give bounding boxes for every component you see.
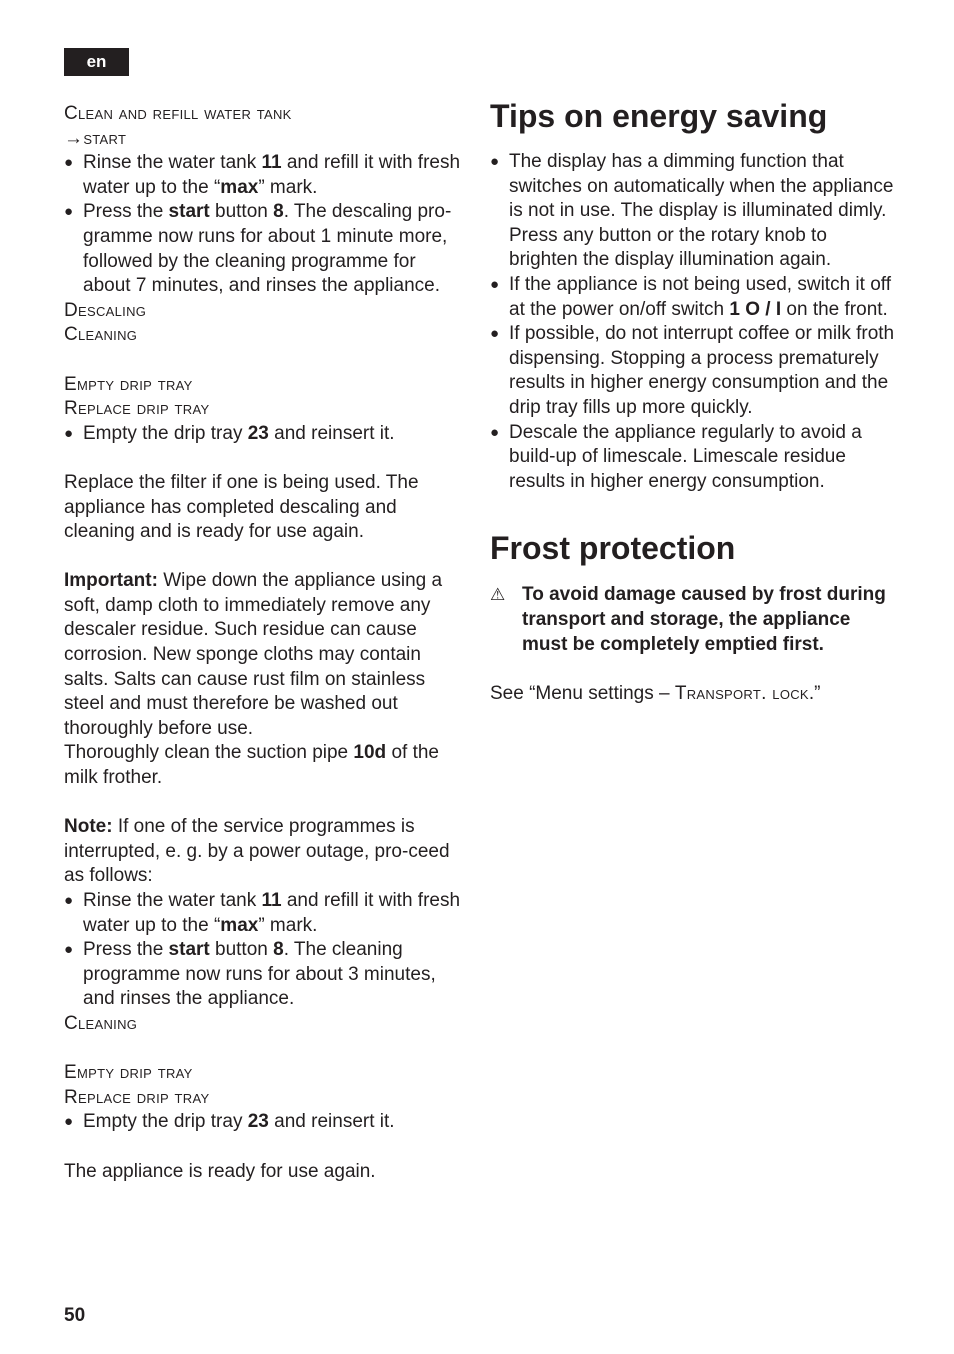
list-item: ● The display has a dimming function that switches on automatically when the appliance is not in use. The display is illuminated dimly. Press any button or the rotary knob to brighten the display illumination again.	[490, 150, 900, 273]
display-message: Descaling	[64, 299, 147, 321]
list-item: ● Empty the drip tray 23 and reinsert it.	[64, 422, 466, 447]
section-heading-energy-saving: Tips on energy saving	[490, 98, 828, 134]
display-message: Empty drip tray	[64, 373, 193, 395]
warning-text: To avoid damage caused by frost during transport and storage, the appliance must be completely emptied first.	[522, 584, 886, 655]
instruction-list	[64, 889, 466, 1012]
language-tab: en	[64, 48, 129, 76]
paragraph: The appliance is ready for use again.	[64, 1160, 376, 1182]
reference-text: See “Menu settings – Transport. lock.”	[490, 682, 821, 704]
note: Note: If one of the service programmes is interrupted, e. g. by a power outage, pro-ceed as follows:	[64, 816, 450, 887]
display-message: Clean and refill water tank	[64, 103, 292, 124]
left-column	[64, 102, 466, 1184]
page-number: 50	[64, 1305, 86, 1326]
list-item: ● Press the start button 8. The cleaning programme now runs for about 3 minutes, and rinses the appliance.	[64, 938, 466, 1012]
paragraph: Thoroughly clean the suction pipe 10d of the milk frother.	[64, 742, 439, 789]
list-item: ● Empty the drip tray 23 and reinsert it.	[64, 1110, 466, 1135]
display-message: Cleaning	[64, 324, 138, 346]
display-message: Replace drip tray	[64, 1086, 210, 1108]
display-message: Cleaning	[64, 1012, 138, 1034]
instruction-list	[64, 151, 466, 299]
display-message: Replace drip tray	[64, 398, 210, 420]
section-heading-frost-protection: Frost protection	[490, 530, 736, 567]
paragraph: Replace the filter if one is being used. The appliance has completed descaling and cleaning and is ready for use again.	[64, 471, 419, 543]
display-message: Empty drip tray	[64, 1062, 193, 1084]
list-item: ● If possible, do not interrupt coffee or milk froth dispensing. Stopping a process prematurely results in higher energy consumption and the drip tray fills up more quickly.	[490, 322, 900, 420]
right-column	[490, 96, 900, 706]
list-item: ● If the appliance is not being used, switch it off at the power on/off switch 1 O / I on the front.	[490, 273, 900, 322]
tips-list	[490, 150, 900, 494]
list-item: ● Descale the appliance regularly to avoid a build-up of limescale. Limescale residue results in higher energy consumption.	[490, 421, 900, 495]
instruction-list	[64, 422, 466, 447]
arrow-icon: →	[64, 127, 84, 149]
warning-icon: ⚠	[490, 585, 506, 605]
list-item: ● Press the start button 8. The descaling pro-gramme now runs for about 1 minute more, followed by the cleaning programme for about 7 minutes, and rinses the appliance.	[64, 200, 466, 298]
list-item: ● Rinse the water tank 11 and refill it with fresh water up to the “max” mark.	[64, 889, 466, 938]
warning-block	[490, 583, 900, 657]
display-message: →start	[64, 127, 127, 149]
important-note: Important: Wipe down the appliance using a soft, damp cloth to immediately remove any descaler residue. Such residue can cause corrosion. New sponge cloths may contain salts. Salts can cause rust film on stainless steel and must therefore be washed out thoroughly before use.	[64, 570, 443, 739]
instruction-list	[64, 1110, 466, 1135]
list-item: ● Rinse the water tank 11 and refill it with fresh water up to the “max” mark.	[64, 151, 466, 200]
